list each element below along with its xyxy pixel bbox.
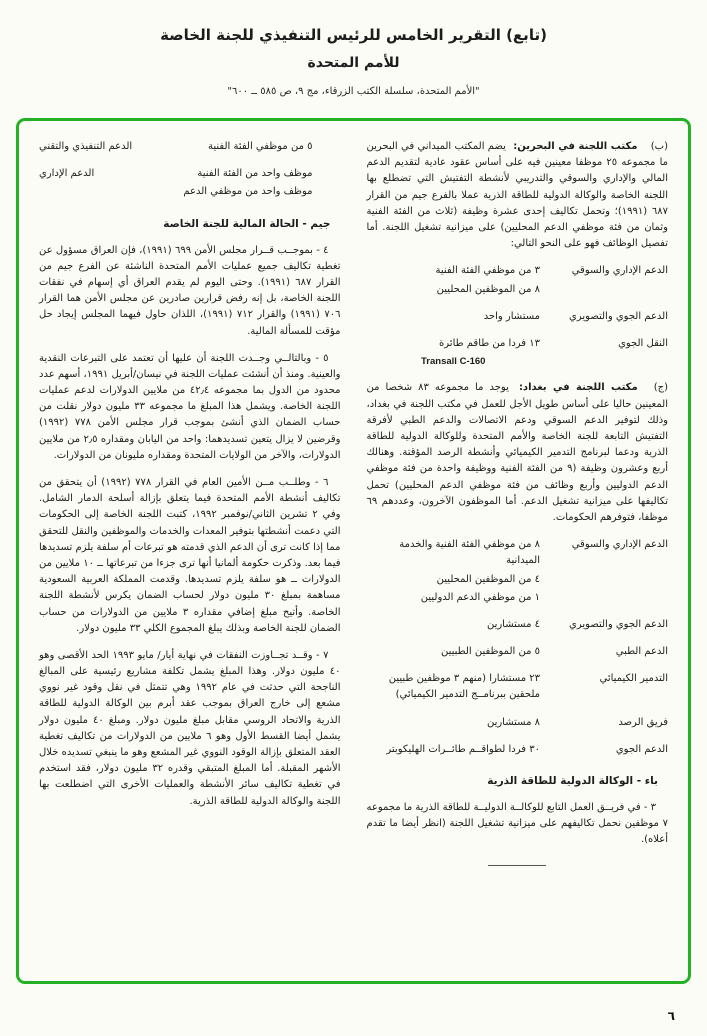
paragraph-4: ٤ - بموجــب قــرار مجلس الأمن ٦٩٩ (١٩٩١)، فإن العراق مسؤول عن تغطية تكاليف جميع عمليات الأمم المتحدة الناشئة عن الفرع جيم من القرار ٦٨٧ (١٩٩١). وحتى اليوم لم يقدم العراق أي إسهام في نفقات اللجنة الخاصة، بل إنه رفض قرارين صادرين عن مجلس الأمن هما القرار ٧٠٦ (١٩٩١) والقرار ٧١٢ (١٩٩١)، اللذان حاول فيهما المجلس إيجاد حل مؤقت للمسألة المالية.: [39, 244, 341, 337]
staffing-label: الدعم الجوي والتصويري: [569, 310, 668, 322]
staffing-value: ٣٠ فردا لطواقــم طائــرات الهليكوبتر: [386, 743, 540, 755]
document-header: [0, 0, 707, 97]
staffing-value: موظف واحد من موظفي الدعم: [183, 186, 313, 198]
staffing-value: مستشار واحد: [483, 310, 540, 322]
staffing-value: ٣ من موظفي الفئة الفنية: [435, 265, 540, 277]
staffing-label: الدعم الجوي والتصويري: [569, 618, 668, 630]
section-heading-financial: جيم - الحالة المالية للجنة الخاصة: [163, 217, 331, 230]
staffing-value: ٤ من الموظفين المحليين: [436, 573, 540, 585]
section-b-marker: (ب): [650, 141, 668, 152]
staffing-values: [367, 336, 541, 372]
staffing-value: ٢٣ مستشارا (منهم ٣ موظفين طبيين ملحقين ببرنامــج التدمير الكيميائي): [388, 673, 540, 701]
staffing-row: [39, 166, 341, 202]
paragraph-5: ٥ - وبالتالــي وجــدت اللجنة أن عليها أن تعتمد على التبرعات النقدية والعينية. ومنذ أن أنشئت عمليات اللجنة في نيسان/أبريل ١٩٩١، أسهم عدد محدود من الدول بما مجموعه ٤٢٫٤ من ملايين الدولارات لدعم عمليات اللجنة الخاصة. ويشمل هذا المبلغ ما مجموعه ٣٣ مليون دولار نقلت من حساب الضمان الذي أنشئ بموجب قرار مجلس الأمن ٧٧٨ (١٩٩٢) وقرضين لا يزال يتعين تسديدهما: واحد من اليابان ومقداره ٢٫٥ من ملايين الدولارات، والآخر من الولايات المتحدة ومقداره مليونان من الدولارات.: [39, 352, 341, 461]
staffing-row: [367, 309, 669, 327]
staffing-label: الدعم الإداري: [39, 168, 95, 180]
page-number: ٦: [667, 1009, 675, 1023]
staffing-value: ١ من موظفي الدعم الدوليين: [420, 591, 540, 603]
staffing-row: [367, 537, 669, 608]
staffing-label: الدعم الإداري والسوقي: [571, 539, 668, 551]
staffing-label: النقل الجوي: [618, 337, 668, 349]
staffing-values: [367, 671, 541, 705]
staffing-value: ١٣ فردا من طاقم طائرة: [439, 337, 540, 349]
staffing-row: [367, 644, 669, 662]
section-b-text: يضم المكتب الميداني في البحرين ما مجموعه ٢٥ موظفا معينين فيه على أساس عقود عادية لتقديم الدعم المالي والإداري والسوقي والتدريبي لأنشطة التفتيش التي تضطلع بها اللجنة الخاصة والوكالة الدولية للطاقة الذرية عملا بالفرع جيم من القرار ٦٨٧ (١٩٩١)؛ وتحمل تكاليف إحدى عشرة وظيفة (ثلاث من الفئة الفنية وثمان من فئة موظفي الدعم المحليين) على ميزانية تشغيل اللجنة. أما تفصيل الوظائف فهو على النحو التالي:: [366, 141, 668, 250]
staffing-values: [367, 617, 541, 635]
staffing-label: الدعم الطبي: [615, 646, 668, 658]
staffing-label: فريق الرصد: [618, 716, 668, 728]
section-c-marker: (ج): [653, 382, 668, 394]
staffing-label: التدمير الكيميائي: [599, 673, 668, 685]
staffing-values: [149, 166, 341, 202]
section-c-paragraph: [367, 380, 669, 526]
content-frame: [16, 118, 691, 984]
staffing-value: ٥ من الموظفين الطبيين: [441, 646, 540, 658]
document-source-line: "الأمم المتحدة، سلسلة الكتب الزرقاء، مج ٩، ص ٥٨٥ ــ ٦٠٠": [227, 86, 480, 97]
staffing-row: [367, 263, 669, 299]
staffing-row: [367, 336, 669, 372]
staffing-values: [367, 715, 541, 733]
staffing-values: [367, 537, 541, 608]
section-divider-rule: [488, 865, 546, 866]
staffing-row: [367, 617, 669, 635]
staffing-label: الدعم التنفيذي والتقني: [39, 141, 133, 152]
staffing-value: ٥ من موظفي الفئة الفنية: [208, 141, 313, 152]
staffing-values: [367, 644, 541, 662]
paragraph-6: ٦ - وطلــب مــن الأمين العام في القرار ٧٧٨ (١٩٩٢) أن يتحقق من تكاليف أنشطة الأمم المتحدة فيما يتعلق بإزالة أسلحة الدمار الشامل. وفي ٢ تشرين الثاني/نوفمبر ١٩٩٢، كتبت اللجنة الخاصة إلى الحكومات التي دعمت أنشطتها بتوفير المعدات والخدمات والموظفين والنقل للتحقق مما إذا كانت ترى أن الدعم الذي قدمته هو تبرعات أم سلفة يلزم تسديدها فيما بعد. وذكرت حكومة ألمانيا أنها ترى جزءا من تبرعاتها ــ ١٠ ملايين من الدولارات ــ هو سلفة يلزم تسديدها. وقدمت المملكة العربية السعودية مساهمة بمبلغ ٣٠ مليون دولار لحساب الضمان يكرس لأنشطة اللجنة الخاصة. وأتيح مبلغ إضافي مقداره ٣ ملايين من الدولارات من حساب الضمان للجنة الخاصة وبذلك يبلغ المجموع الكلي ٣٣ مليون دولار.: [39, 477, 341, 634]
document-title-line2: للأمم المتحدة: [307, 55, 400, 71]
column-left: [39, 139, 341, 969]
staffing-value: ٤ مستشارين: [486, 618, 540, 630]
section-c-lead: مكتب اللجنة في بغداد:: [518, 382, 638, 394]
column-right: [367, 139, 669, 969]
paragraph-3: ٣ - في فريــق العمل التابع للوكالــة الدوليــة للطاقة الذرية ما مجموعه ٧ موظفين نحمل تكاليفهم على ميزانية تشغيل اللجنة (انظر أيضا ما تقدم أعلاه).: [366, 802, 668, 846]
section-c-text: يوجد ما مجموعه ٨٣ شخصا من المعينين حاليا على أساس طويل الأجل للعمل في مكتب اللجنة في بغداد، وذلك لتوفير الدعم السوقي ودعم الاتصالات والدعم الطبي لأفرقة التفتيش التابعة للجنة الخاصة والأمم المتحدة وللوكالة الدولية للطاقة الذرية ودعما لبرنامج التدمير الكيميائي وأنشطة الرصد المؤقتة. وهنالك أربع وعشرون وظيفة (٩ من الفئة الفنية ووظيفة واحدة من فئة موظفي الدعم الدوليين وأربع وظائف من فئة موظفي الدعم المحليين) تحمل تكاليفها على ميزانية تشغيل الدعم. أما الموظفون الآخرون، وعددهم ٦٩ موظفا، فتوفرهم الحكومات.: [366, 382, 668, 523]
document-title-line1: (تابع) التقرير الخامس للرئيس التنفيذي للجنة الخاصة: [160, 26, 547, 44]
section-b-lead: مكتب اللجنة في البحرين:: [513, 141, 638, 152]
staffing-values: [367, 263, 541, 299]
staffing-row: [39, 139, 341, 157]
staffing-value: ٨ من الموظفين المحليين: [436, 283, 540, 295]
staffing-label: الدعم الإداري والسوقي: [571, 265, 668, 277]
staffing-value: موظف واحد من الفئة الفنية: [197, 168, 313, 180]
staffing-values: [367, 742, 541, 760]
paragraph-7: ٧ - وقــد تجــاوزت النفقات في نهاية أيار/ مايو ١٩٩٣ الحد الأقصى وهو ٤٠ مليون دولار. وهذا المبلغ يشمل تكلفة مشاريع رئيسية على المبالغ الناجحة التي حدثت في عام ١٩٩٢ وهي تتمثل في نقل وقود غير نووي مشعع إلى خارج العراق بموجب عقد أبرم بين الوكالة الدولية للطاقة الذرية والاتحاد الروسي مقابل مبلغ مليون دولار. ومبلغ ٤٠ مليون دولار يشمل أيضا القسط الأول وهو ٦ ملايين من الدولارات من تكاليف تغطية العقد المتعلق بإزالة الوقود النووي غير المشعع وهو ما ينبغي تسديده خلال الأشهر المقبلة. أما المبلغ المتبقي وقدره ٣٢ مليون دولار، فقد استخدم في تغطية تكاليف سائر الأنشطة والعمليات الأخرى التي اضطلعت بها اللجنة والوكالة الدولية للطاقة الذرية.: [39, 649, 341, 807]
staffing-values: [149, 139, 341, 157]
staffing-values: [367, 309, 541, 327]
staffing-value: ٨ من موظفي الفئة الفنية والخدمة الميدانية: [399, 539, 540, 567]
staffing-row: [367, 715, 669, 733]
staffing-label: الدعم الجوي: [615, 743, 668, 755]
staffing-value-latin: Transall C-160: [421, 356, 486, 368]
section-b-paragraph: [367, 139, 669, 252]
staffing-value: ٨ مستشارين: [486, 716, 540, 728]
section-heading-iaea: باء - الوكالة الدولية للطاقة الذرية: [487, 775, 658, 787]
staffing-row: [367, 742, 669, 760]
staffing-row: [367, 671, 669, 705]
